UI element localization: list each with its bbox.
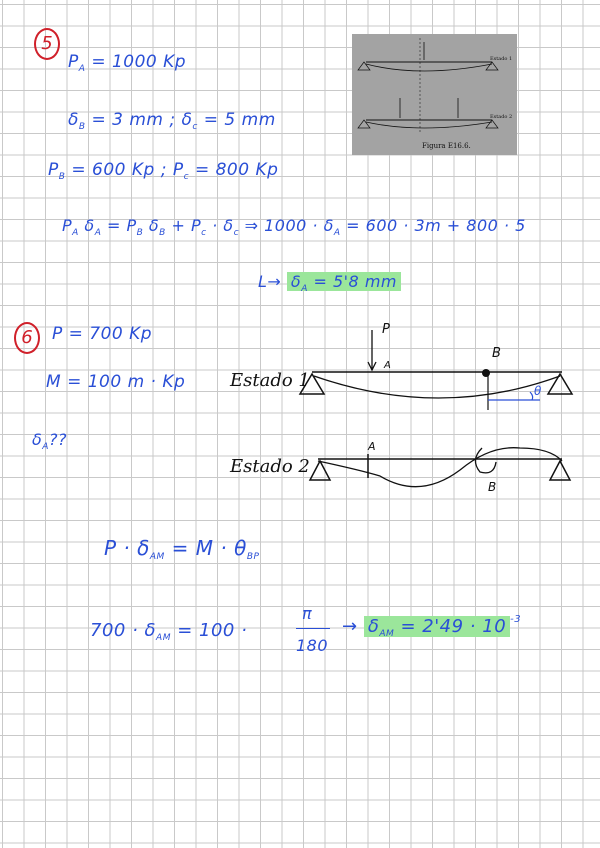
p6-eq2-highlight <box>364 616 510 637</box>
photo-label-2: Estado 2 <box>490 114 513 120</box>
p5-l3-sub2: c <box>183 172 190 182</box>
p6-eq2 <box>90 620 247 641</box>
p5-l4-s1: A <box>72 228 79 238</box>
p6-eq2-res: δ <box>367 616 380 637</box>
e1-label-a: A <box>384 360 391 371</box>
p5-l4-s2: A <box>94 228 102 238</box>
p5-l4-f: δ <box>143 216 160 235</box>
p6-q-delta: δ <box>32 430 43 449</box>
e1-label-theta: θ <box>534 384 542 398</box>
p5-l2-rest2: = 5 mm <box>197 110 276 130</box>
p6-m-value: M = 100 m · Kp <box>46 372 186 392</box>
p6-q-rest: ?? <box>48 430 67 449</box>
p5-l3-rest: = 600 Kp ; P <box>65 160 184 180</box>
p5-result-delta: δ <box>290 272 302 291</box>
p6-eq2-res-sub: AM <box>379 629 395 639</box>
p6-eq2-result <box>342 616 521 637</box>
p5-l1-a: P <box>68 52 79 72</box>
p6-eq2-res-val: = 2'49 · 10 <box>394 616 507 637</box>
p6-eq2-den: 180 <box>296 636 329 655</box>
p6-q-sub: A <box>42 442 49 452</box>
p6-eq2-arrow: → <box>342 616 364 637</box>
p6-eq1-sub2: BP <box>246 552 260 562</box>
p5-l2-sub: B <box>78 122 86 132</box>
problem-5-number-text: 5 <box>41 33 53 54</box>
photo-caption: Figura E16.6. <box>422 142 471 150</box>
p5-l4-b: δ <box>78 216 95 235</box>
e2-label-a: A <box>368 440 376 453</box>
p6-eq2-sub: AM <box>156 633 171 643</box>
p5-l3-sub: B <box>58 172 66 182</box>
p6-eq2-left: 700 · δ <box>90 620 157 641</box>
p5-l2-a: δ <box>68 110 79 130</box>
p5-l4-a: P <box>62 216 73 235</box>
p5-l4-j: · δ <box>206 216 234 235</box>
p5-l2-rest: = 3 mm ; δ <box>85 110 193 130</box>
p6-eq2-fraction-bar <box>296 628 330 629</box>
p6-eq1-mid: = M · θ <box>164 536 247 560</box>
p5-l4-d: = P <box>101 216 137 235</box>
p5-l4-s5: c <box>201 228 207 238</box>
p5-l4-n: = 600 · 3m + 800 · 5 <box>340 216 526 235</box>
problem-6-number-text: 6 <box>21 327 33 348</box>
p5-l4-s7: A <box>333 228 341 238</box>
e1-label-p: P <box>382 322 390 337</box>
p5-l2-sub2: c <box>192 122 198 132</box>
p5-l3-rest2: = 800 Kp <box>189 160 279 180</box>
e2-label-b: B <box>488 480 497 494</box>
p6-eq2-mid: = 100 · <box>170 620 248 641</box>
e1-support-left <box>300 374 324 394</box>
p5-l4-h: + P <box>165 216 202 235</box>
e1-deflection <box>314 376 560 398</box>
e1-theta-arc <box>530 392 533 400</box>
p5-l3-a: P <box>48 160 59 180</box>
e2-moment <box>475 448 496 473</box>
p6-eq2-num: π <box>302 604 313 623</box>
estado2-label: Estado 2 <box>230 456 310 477</box>
e1-support-right <box>548 374 572 394</box>
p6-eq2-exp: -3 <box>510 614 522 625</box>
p5-result-prefix: L→ <box>258 272 282 291</box>
e2-support-right <box>550 461 570 480</box>
e1-label-b: B <box>492 346 501 361</box>
p6-eq1-sub: AM <box>149 552 165 562</box>
estado1-label: Estado 1 <box>230 370 310 391</box>
p5-l4-l: ⇒ 1000 · δ <box>239 216 334 235</box>
e1-point-b <box>482 369 490 377</box>
p5-l4-s4: B <box>159 228 166 238</box>
p6-eq1 <box>104 536 259 560</box>
photo-label-1: Estado 1 <box>490 56 513 62</box>
e2-deflection <box>318 448 562 487</box>
p5-l4-s6: c <box>233 228 240 238</box>
p5-l1-sub: A <box>78 64 86 74</box>
p5-result-sub: A <box>301 284 308 294</box>
p5-l1-rest: = 1000 Kp <box>85 52 187 72</box>
e2-support-left <box>310 461 330 480</box>
p6-eq1-left: P · δ <box>104 536 150 560</box>
p5-l4-s3: B <box>136 228 144 238</box>
p5-result-value: = 5'8 mm <box>307 272 397 291</box>
p6-p-value: P = 700 Kp <box>52 324 153 344</box>
